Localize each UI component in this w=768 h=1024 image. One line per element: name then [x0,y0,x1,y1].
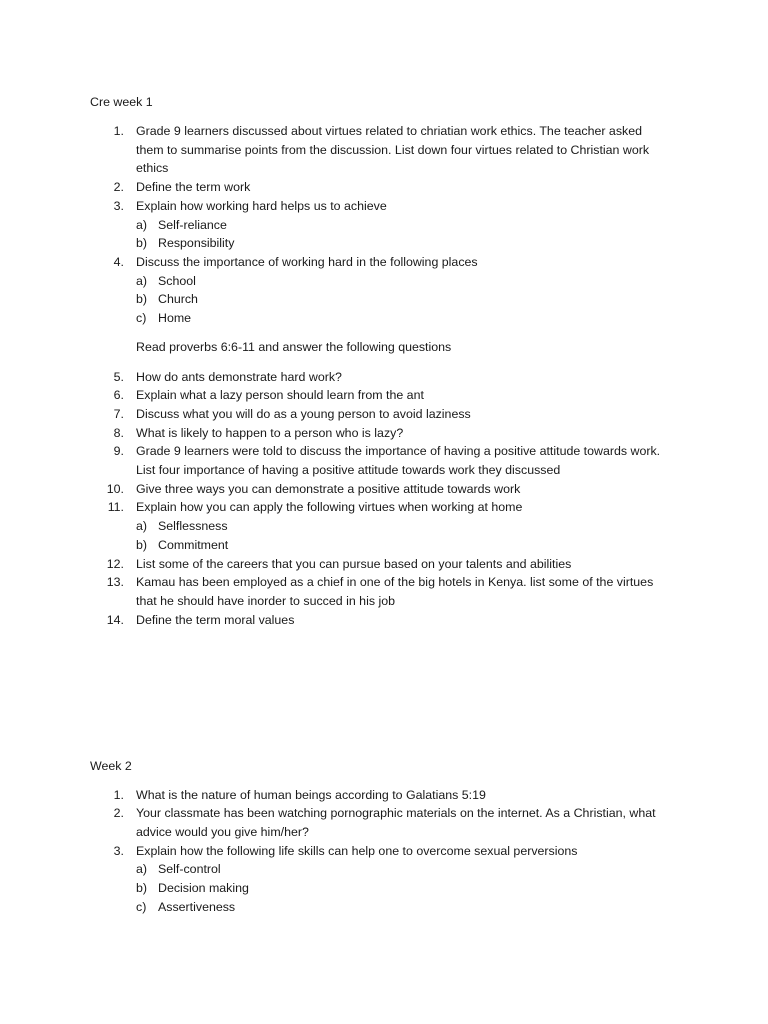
question-number: 3. [113,199,124,213]
question-6-text: Explain what a lazy person should learn from the ant [136,388,424,402]
sub-item-text: Commitment [158,538,229,552]
sub-item-text: Home [158,311,192,325]
question-4-text: Discuss the importance of working hard in the following places [136,255,478,269]
sub-item-letter: b) [136,881,148,895]
question-number: 14. [106,613,124,627]
question-1-line-1: Grade 9 learners discussed about virtues related to chriatian work ethics. The teacher asked [136,124,642,138]
sub-item-text: Responsibility [158,236,235,250]
week2-question-1-text: What is the nature of human beings according to Galatians 5:19 [136,788,486,802]
question-number: 2. [113,180,124,194]
question-number: 6. [113,388,124,402]
question-7-text: Discuss what you will do as a young person to avoid laziness [136,407,471,421]
sub-item-text: Self-reliance [158,218,227,232]
question-12-text: List some of the careers that you can pursue based on your talents and abilities [136,557,572,571]
question-5-text: How do ants demonstrate hard work? [136,370,342,384]
reading-instruction: Read proverbs 6:6-11 and answer the following questions [136,340,452,354]
sub-item-text: Self-control [158,862,221,876]
sub-item-text: Church [158,292,198,306]
question-1-line-3: ethics [136,161,169,175]
question-13-line-2: that he should have inorder to succed in his job [136,594,395,608]
sub-item-letter: a) [136,862,148,876]
week2-title: Week 2 [90,759,132,773]
sub-item-letter: a) [136,274,148,288]
question-11-text: Explain how you can apply the following virtues when working at home [136,500,523,514]
sub-item-letter: c) [136,311,147,325]
question-number: 1. [113,124,124,138]
question-number: 13. [106,575,124,589]
sub-item-letter: c) [136,900,147,914]
sub-item-letter: b) [136,292,148,306]
question-10-text: Give three ways you can demonstrate a positive attitude towards work [136,482,521,496]
question-number: 9. [113,444,124,458]
sub-item-letter: b) [136,538,148,552]
sub-item-letter: a) [136,519,148,533]
week2-question-3-text: Explain how the following life skills can help one to overcome sexual perversions [136,844,578,858]
week2-question-2-line-2: advice would you give him/her? [136,825,309,839]
sub-item-text: Selflessness [158,519,228,533]
question-number: 4. [113,255,124,269]
question-13-line-1: Kamau has been employed as a chief in one of the big hotels in Kenya. list some of the virtues [136,575,654,589]
sub-item-text: School [158,274,196,288]
question-9-line-2: List four importance of having a positive attitude towards work they discussed [136,463,561,477]
question-number: 10. [106,482,124,496]
question-2-text: Define the term work [136,180,251,194]
question-3-text: Explain how working hard helps us to achieve [136,199,387,213]
question-8-text: What is likely to happen to a person who is lazy? [136,426,404,440]
question-14-text: Define the term moral values [136,613,295,627]
question-1-line-2: them to summarise points from the discussion. List down four virtues related to Christian work [136,143,650,157]
question-number: 7. [113,407,124,421]
question-number: 8. [113,426,124,440]
week1-title: Cre week 1 [90,95,153,109]
question-number: 12. [106,557,124,571]
sub-item-text: Assertiveness [158,900,236,914]
question-number: 5. [113,370,124,384]
sub-item-text: Decision making [158,881,249,895]
sub-item-letter: a) [136,218,148,232]
sub-item-letter: b) [136,236,148,250]
question-number: 1. [113,788,124,802]
question-number: 2. [113,806,124,820]
question-number: 3. [113,844,124,858]
week2-question-2-line-1: Your classmate has been watching pornographic materials on the internet. As a Christian, what [136,806,656,820]
question-number: 11. [107,500,124,514]
question-9-line-1: Grade 9 learners were told to discuss the importance of having a positive attitude towards work. [136,444,661,458]
